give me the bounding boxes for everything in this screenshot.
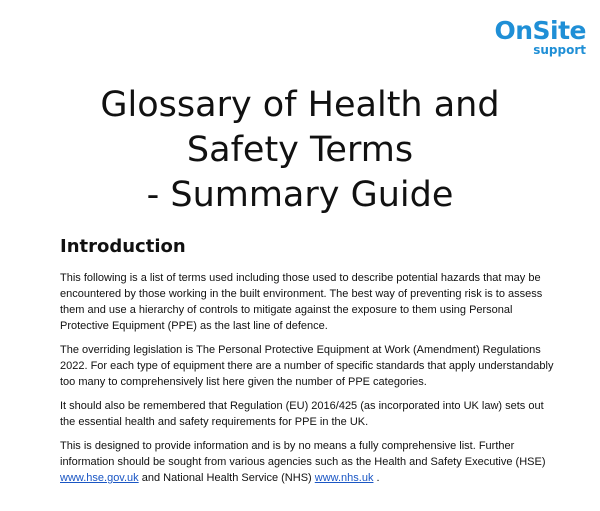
paragraph-1: This following is a list of terms used including those used to describe potential hazards that may be encountered by those working in the built environment. The best way of preventing risk is to assess them and use a hierarchy of controls to mitigate against the exposure to them using Personal Protective Equipment (PPE) as the last line of defence. bbox=[60, 272, 543, 332]
section-heading-introduction: Introduction bbox=[60, 236, 186, 257]
paragraph-4 bbox=[60, 438, 560, 486]
logo-wordmark: OnSite bbox=[494, 16, 586, 45]
paragraph-4-end: . bbox=[373, 472, 380, 484]
logo-tagline: support bbox=[533, 43, 586, 57]
paragraph-3: It should also be remembered that Regulation (EU) 2016/425 (as incorporated into UK law) sets out the essential health and safety requirements for PPE in the UK. bbox=[60, 400, 544, 428]
paragraph-2: The overriding legislation is The Personal Protective Equipment at Work (Amendment) Regulations 2022. For each type of equipment there are a number of specific standards that apply understandably too many to comprehensively list here given the number of PPE categories. bbox=[60, 344, 554, 388]
title-line-2: Safety Terms bbox=[186, 130, 414, 170]
document-title bbox=[0, 83, 600, 218]
title-line-3: - Summary Guide bbox=[146, 175, 454, 215]
nhs-link[interactable]: www.nhs.uk bbox=[314, 472, 374, 484]
paragraph-4-middle: and National Health Service (NHS) bbox=[138, 472, 315, 484]
onsite-support-logo bbox=[494, 18, 586, 57]
introduction-body bbox=[60, 270, 560, 494]
hse-link[interactable]: www.hse.gov.uk bbox=[60, 472, 139, 484]
title-line-1: Glossary of Health and bbox=[100, 85, 500, 125]
paragraph-4-start: This is designed to provide information and is by no means a fully comprehensive list. Further information should be sought from various agencies such as the Health and Safety Executive (HSE) bbox=[60, 440, 546, 468]
